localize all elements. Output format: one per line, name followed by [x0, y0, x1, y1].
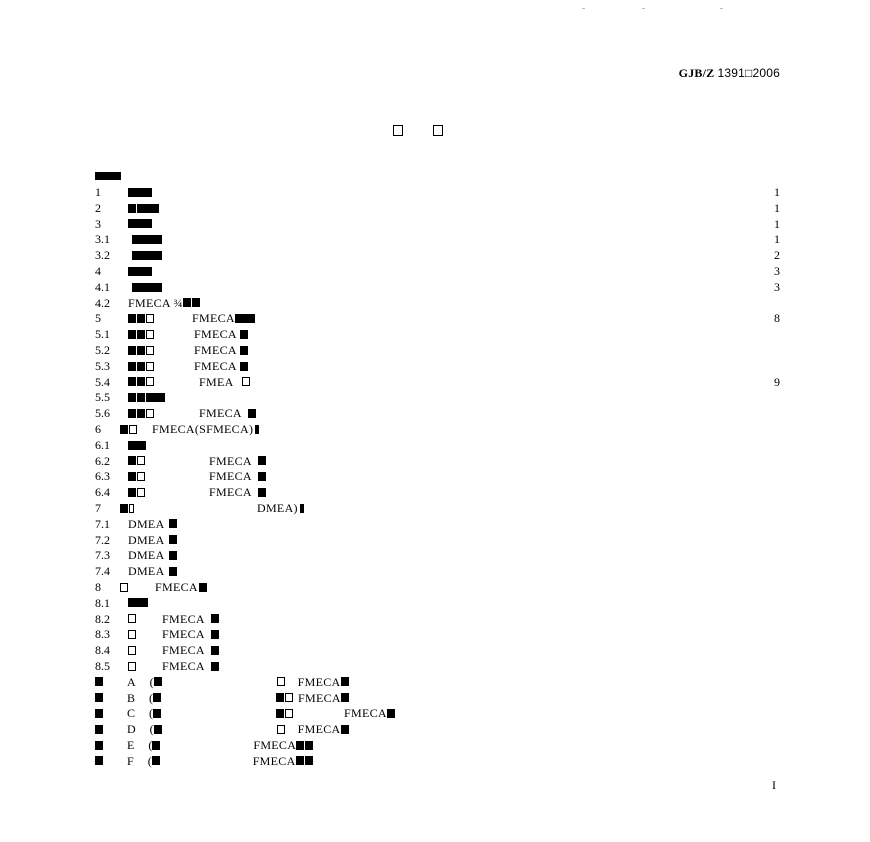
toc-entry-text: FMECA: [344, 706, 387, 721]
toc-entry-text: FMECA(SFMECA): [152, 421, 254, 436]
garbled-text: [137, 472, 145, 481]
garbled-text: [146, 393, 160, 402]
garbled-text: [128, 377, 136, 386]
toc-entry-text: FMECA: [298, 690, 341, 705]
appendix-letter: C: [127, 706, 136, 721]
garbled-text: [258, 488, 266, 497]
garbled-text: [154, 677, 162, 686]
garbled-text: [341, 725, 349, 734]
garbled-text: [137, 456, 145, 465]
garbled-text: [95, 709, 103, 718]
garbled-text: [137, 377, 145, 386]
toc-entry-page: 9: [774, 374, 780, 389]
garbled-text: [146, 377, 154, 386]
toc-entry[interactable]: [95, 454, 780, 470]
toc-entry[interactable]: [95, 438, 780, 454]
garbled-text: [387, 709, 395, 718]
toc-entry-number: 3.1: [95, 232, 110, 247]
toc-entry[interactable]: [95, 485, 780, 501]
toc-entry-number: 8.4: [95, 643, 110, 658]
toc-entry[interactable]: [95, 185, 780, 201]
garbled-text: [305, 741, 313, 750]
garbled-text: [248, 409, 256, 418]
garbled-text: [341, 677, 349, 686]
garbled-text: [258, 456, 266, 465]
garbled-text: [129, 504, 134, 513]
toc-entry[interactable]: [95, 343, 780, 359]
garbled-text: [95, 725, 103, 734]
garbled-text: [240, 346, 248, 355]
toc-entry-text: FMECA ¾: [128, 295, 183, 310]
garbled-text: [137, 393, 145, 402]
toc-entry[interactable]: [95, 280, 780, 296]
appendix-letter: B: [127, 690, 136, 705]
garbled-text: [128, 598, 148, 607]
page-title: [393, 122, 443, 137]
toc-entry-number: 3.2: [95, 248, 110, 263]
toc-entry-text: FMECA: [209, 485, 252, 500]
toc-entry-number: 5: [95, 311, 101, 326]
toc-entry-number: 6.2: [95, 453, 110, 468]
toc-entry-number: 4: [95, 263, 101, 278]
garbled-text: [169, 567, 177, 576]
garbled-text: [146, 409, 154, 418]
toc-entry-page: 3: [774, 279, 780, 294]
garbled-text: [128, 662, 136, 671]
garbled-text: [300, 504, 304, 513]
garbled-text: [305, 756, 313, 765]
toc-appendix-entry[interactable]: D ( FMECA: [95, 722, 780, 738]
toc-entry[interactable]: [95, 201, 780, 217]
toc-entry[interactable]: [95, 612, 780, 628]
garbled-text: [128, 330, 136, 339]
toc-entry-page: 1: [774, 232, 780, 247]
garbled-text: [285, 709, 293, 718]
code-number: 1391: [717, 66, 746, 80]
appendix-letter: A: [127, 674, 136, 689]
garbled-text: [153, 709, 161, 718]
toc-entry-text: FMECA: [194, 342, 237, 357]
toc-entry-number: 5.2: [95, 342, 110, 357]
toc-entry-number: 7.4: [95, 564, 110, 579]
toc-entry-number: 6: [95, 421, 101, 436]
garbled-text: [128, 314, 136, 323]
toc-entry-text: FMEA: [199, 374, 234, 389]
garbled-text: [199, 583, 207, 592]
toc-entry-text: DMEA: [128, 516, 165, 531]
toc-appendix-entry[interactable]: E ( FMECA: [95, 738, 780, 754]
garbled-text: [296, 756, 304, 765]
appendix-letter: E: [127, 737, 135, 752]
toc-entry[interactable]: [95, 390, 780, 406]
garbled-text: [183, 298, 191, 307]
toc-entry-text: FMECA: [162, 627, 205, 642]
garbled-text: [146, 314, 154, 323]
toc-entry-number: 5.6: [95, 406, 110, 421]
garbled-text: [137, 362, 145, 371]
garbled-text: [285, 693, 293, 702]
toc-entry[interactable]: [95, 564, 780, 580]
code-prefix: GJB/Z: [678, 66, 715, 80]
toc-entry-text: FMECA: [194, 327, 237, 342]
garbled-text: [128, 456, 136, 465]
garbled-text: [169, 519, 177, 528]
toc-entry-text: FMECA: [209, 469, 252, 484]
toc-entry[interactable]: [95, 406, 780, 422]
scan-artifacts: [580, 8, 730, 12]
garbled-text: [240, 362, 248, 371]
toc-entry[interactable]: [95, 422, 780, 438]
toc-entry-page: 8: [774, 311, 780, 326]
garbled-text: [276, 709, 284, 718]
toc-entry[interactable]: [95, 643, 780, 659]
garbled-text: [95, 741, 103, 750]
toc-entry[interactable]: [95, 469, 780, 485]
toc-appendix-entry[interactable]: B ( FMECA: [95, 691, 780, 707]
toc-entry-number: 4.1: [95, 279, 110, 294]
toc-entry[interactable]: [95, 232, 780, 248]
toc-appendix-entry[interactable]: F ( FMECA: [95, 754, 780, 770]
garbled-text: [240, 330, 248, 339]
page-number: I: [772, 778, 776, 792]
garbled-text: [146, 346, 154, 355]
toc-entry[interactable]: [95, 548, 780, 564]
toc-entry-text: FMECA: [192, 311, 235, 326]
garbled-text: [169, 535, 177, 544]
toc-entry-number: 3: [95, 216, 101, 231]
garbled-text: [132, 235, 162, 244]
garbled-text: [242, 377, 250, 386]
toc-entry-text: FMECA: [194, 358, 237, 373]
toc-appendix-entry[interactable]: A ( FMECA: [95, 675, 780, 691]
garbled-text: [128, 188, 152, 197]
toc-entry-text: FMECA: [209, 453, 252, 468]
garbled-text: [192, 298, 200, 307]
garbled-text: [95, 756, 103, 765]
garbled-text: [211, 646, 219, 655]
toc-entry-text: DMEA: [128, 532, 165, 547]
toc-entry-number: 5.1: [95, 327, 110, 342]
garbled-text: [120, 583, 128, 592]
toc-entry-page: 1: [774, 185, 780, 199]
garbled-text: [153, 693, 161, 702]
toc-entry-text: FMECA: [252, 753, 296, 768]
toc-entry[interactable]: [95, 359, 780, 375]
garbled-text: [152, 741, 160, 750]
toc-entry-page: 1: [774, 216, 780, 231]
toc-entry-text: FMECA: [162, 658, 205, 673]
garbled-text: [137, 488, 145, 497]
toc-entry-text: DMEA): [257, 500, 298, 515]
toc-entry-text: DMEA: [128, 548, 165, 563]
toc-entry[interactable]: [95, 596, 780, 612]
document-code: [679, 66, 780, 81]
toc-entry[interactable]: [95, 533, 780, 549]
appendix-letter: D: [127, 722, 136, 737]
garbled-text: [258, 472, 266, 481]
toc-entry-number: 7: [95, 500, 101, 515]
code-year: 2006: [752, 66, 780, 80]
toc-entry-number: 4.2: [95, 295, 110, 310]
garbled-text: [137, 409, 145, 418]
garbled-text: [128, 362, 136, 371]
toc-entry[interactable]: [95, 217, 780, 233]
garbled-text: [128, 646, 136, 655]
toc-entry-number: 8.3: [95, 627, 110, 642]
toc-entry-text: FMECA: [253, 737, 297, 752]
toc-entry[interactable]: [95, 580, 780, 596]
toc-entry-number: 7.1: [95, 516, 110, 531]
toc-entry[interactable]: [95, 375, 780, 391]
garbled-text: [128, 204, 136, 213]
toc-entry-number: 6.4: [95, 485, 110, 500]
garbled-text: [169, 551, 177, 560]
toc-entry[interactable]: [95, 659, 780, 675]
toc-entry[interactable]: [95, 517, 780, 533]
toc-heading-glyph: [95, 172, 121, 180]
toc-entry[interactable]: [95, 296, 780, 312]
garbled-text: [146, 362, 154, 371]
toc-entry-text: DMEA: [128, 564, 165, 579]
toc-entry[interactable]: [95, 264, 780, 280]
garbled-text: [95, 677, 103, 686]
toc-entry-text: FMECA: [297, 674, 341, 689]
garbled-text: [277, 677, 285, 686]
title-glyph-2: [433, 125, 443, 136]
garbled-text: [132, 251, 162, 260]
toc-entry-number: 7.2: [95, 532, 110, 547]
toc-entry-page: 3: [774, 263, 780, 278]
toc-entry-text: FMECA: [199, 406, 242, 421]
toc-entry-number: 5.4: [95, 374, 110, 389]
toc-entry-number: 8.2: [95, 611, 110, 626]
garbled-text: [120, 425, 128, 434]
appendix-letter: F: [127, 753, 134, 768]
toc-entry-page: 2: [774, 248, 780, 263]
garbled-text: [128, 409, 136, 418]
toc-entry-number: 1: [95, 185, 101, 199]
toc-entry-text: FMECA: [162, 611, 205, 626]
garbled-text: [341, 693, 349, 702]
garbled-text: [128, 488, 136, 497]
toc-entry[interactable]: [95, 248, 780, 264]
toc-entry-number: 5.5: [95, 390, 110, 405]
garbled-text: [137, 330, 145, 339]
garbled-text: [160, 393, 165, 402]
table-of-contents: [95, 185, 780, 769]
toc-entry-page: 1: [774, 200, 780, 215]
toc-entry-text: FMECA: [297, 722, 341, 737]
toc-entry[interactable]: [95, 327, 780, 343]
garbled-text: [128, 346, 136, 355]
garbled-text: [137, 314, 145, 323]
garbled-text: [120, 504, 128, 513]
garbled-text: [146, 330, 154, 339]
toc-entry-number: 6.1: [95, 437, 110, 452]
toc-entry-number: 8: [95, 579, 101, 594]
toc-entry[interactable]: [95, 627, 780, 643]
toc-entry[interactable]: [95, 311, 780, 327]
garbled-text: [129, 425, 137, 434]
garbled-text: [276, 693, 284, 702]
garbled-text: [296, 741, 304, 750]
garbled-text: [128, 630, 136, 639]
garbled-text: [211, 662, 219, 671]
toc-entry-number: 8.1: [95, 595, 110, 610]
toc-entry-text: FMECA: [162, 643, 205, 658]
garbled-text: [132, 283, 162, 292]
code-separator: □: [745, 66, 753, 80]
garbled-text: [211, 614, 219, 623]
title-glyph-1: [393, 125, 403, 136]
garbled-text: [128, 441, 146, 450]
garbled-text: [128, 472, 136, 481]
garbled-text: [128, 614, 136, 623]
toc-appendix-entry[interactable]: C ( FMECA: [95, 706, 780, 722]
garbled-text: [128, 219, 152, 228]
toc-entry-number: 5.3: [95, 358, 110, 373]
garbled-text: [277, 725, 285, 734]
toc-entry-number: 7.3: [95, 548, 110, 563]
garbled-text: [235, 314, 255, 323]
garbled-text: [128, 267, 152, 276]
garbled-text: [137, 346, 145, 355]
toc-entry-number: 8.5: [95, 658, 110, 673]
garbled-text: [128, 393, 136, 402]
garbled-text: [137, 204, 159, 213]
garbled-text: [255, 425, 259, 434]
toc-entry-number: 2: [95, 200, 101, 215]
garbled-text: [211, 630, 219, 639]
garbled-text: [152, 756, 160, 765]
garbled-text: [154, 725, 162, 734]
garbled-text: [95, 693, 103, 702]
toc-entry[interactable]: [95, 501, 780, 517]
toc-entry-number: 6.3: [95, 469, 110, 484]
toc-entry-text: FMECA: [155, 579, 198, 594]
